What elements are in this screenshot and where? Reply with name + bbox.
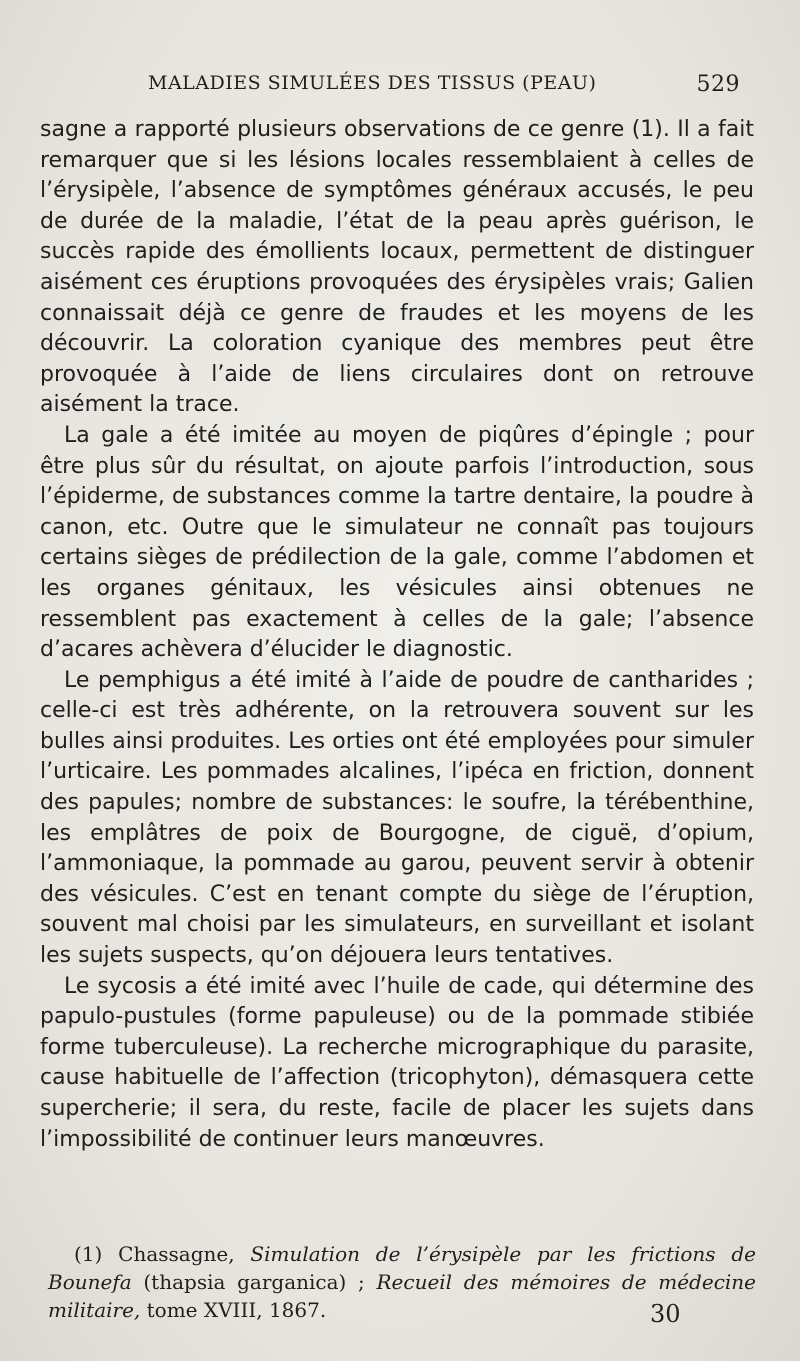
paragraph: Le pemphigus a été imité à l’aide de poudre de cantharides ; celle-ci est très adhérente, on la retrouvera souvent sur les bulles ainsi produites. Les orties ont été employées pour simuler l’urticaire. Les pommades alcalines, l’ipéca en friction, donnent des papules; nombre de substances: le soufre, la térébenthine, les emplâtres de poix de Bourgogne, de ciguë, d’opium, l’ammoniaque, la pommade au garou, peuvent servir à obtenir des vésicules. C’est en tenant compte du siège de l’éruption, souvent mal choisi par les simulateurs, en surveillant et isolant les sujets suspects, qu’on déjouera leurs tentatives. [40,667,754,969]
footnote-author: Chassagne, [118,1242,235,1266]
page-number: 529 [696,72,740,97]
footnote-marker: (1) [74,1242,103,1266]
signature-mark: 30 [650,1300,681,1328]
footnote-source: Recueil des mémoires de médecine militaire, [48,1270,757,1322]
footnote-title: Simulation de l’érysipèle par les frictions de Bounefa [48,1242,756,1294]
footnote-end: tome XVIII, 1867. [146,1298,327,1322]
body-text [40,115,754,1155]
paragraph: Le sycosis a été imité avec l’huile de cade, qui détermine des papulo-pustules (forme papuleuse) ou de la pommade stibiée forme tuberculeuse). La recherche micrographique du parasite, cause habituelle de l’affection (tricophyton), démasquera cette supercherie; il sera, du reste, facile de placer les sujets dans l’impossibilité de continuer leurs manœuvres. [40,973,754,1152]
paragraph: La gale a été imitée au moyen de piqûres d’épingle ; pour être plus sûr du résultat, on ajoute parfois l’introduction, sous l’épiderme, de substances comme la tartre dentaire, la poudre à canon, etc. Outre que le simulateur ne connaît pas toujours certains sièges de prédilection de la gale, comme l’abdomen et les organes génitaux, les vésicules ainsi obtenues ne ressemblent pas exactement à celles de la gale; l’absence d’acares achèvera d’élucider le diagnostic. [40,422,754,663]
footnote-middle: (thapsia garganica) ; [143,1270,365,1294]
paragraph: sagne a rapporté plusieurs observations de ce genre (1). Il a fait remarquer que si les lésions locales ressemblaient à celles de l’érysipèle, l’absence de symptômes généraux accusés, le peu de durée de la maladie, l’état de la peau après guérison, le succès rapide des émollients locaux, permettent de distinguer aisément ces éruptions provoquées des érysipèles vrais; Galien connaissait déjà ce genre de fraudes et les moyens de les découvrir. La coloration cyanique des membres peut être provoquée à l’aide de liens circulaires dont on retrouve aisément la trace. [40,117,754,418]
running-title: MALADIES SIMULÉES DES TISSUS (PEAU) [148,72,597,94]
